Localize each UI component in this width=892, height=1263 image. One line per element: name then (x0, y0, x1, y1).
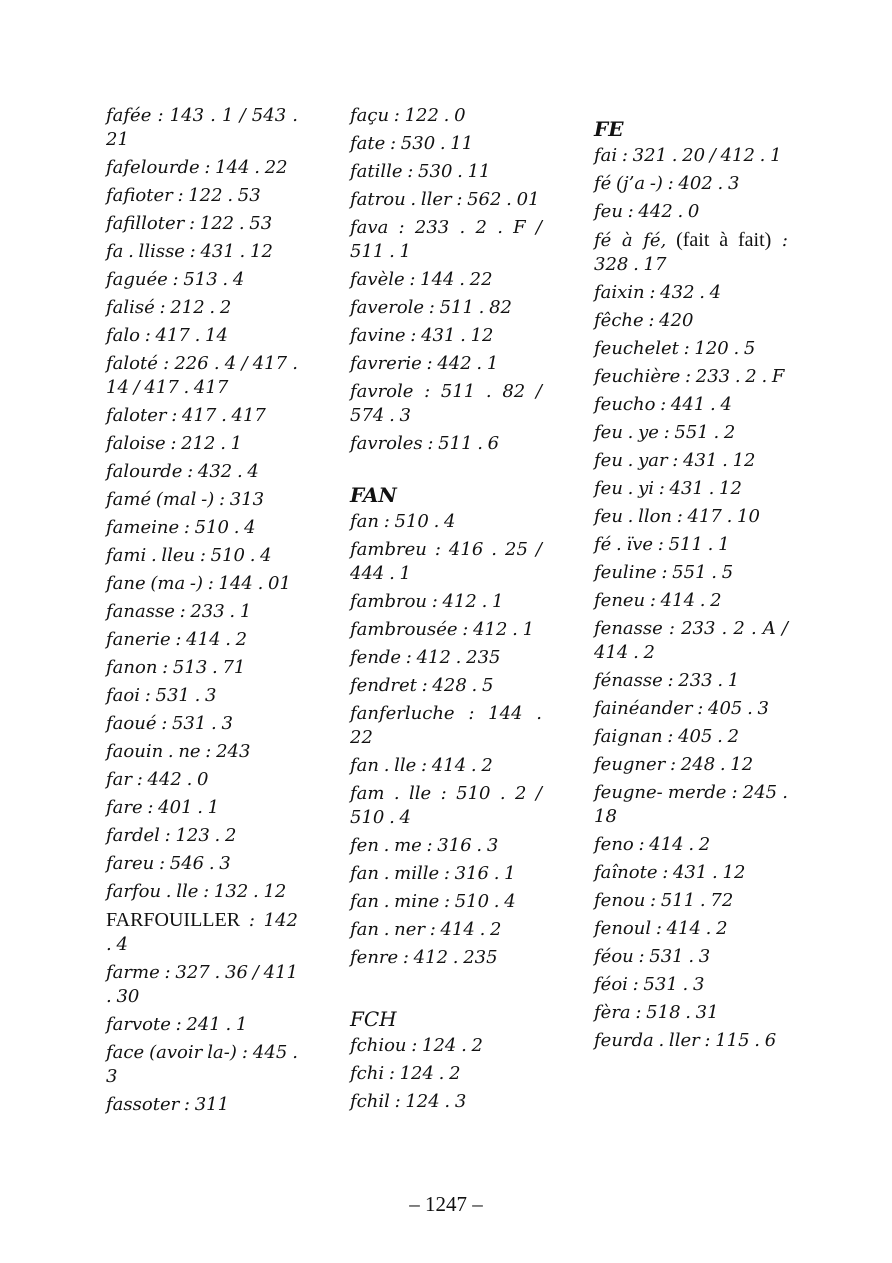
page-number: – 1247 – (409, 1192, 483, 1216)
index-entry: fèra : 518 . 31 (594, 1002, 719, 1023)
index-entry: fende : 412 . 235 (350, 647, 501, 668)
index-entry: fate : 530 . 11 (350, 133, 474, 154)
index-column-2 (350, 104, 542, 1118)
index-entry: fambrou : 412 . 1 (350, 591, 504, 612)
index-entry: féoi : 531 . 3 (594, 974, 705, 995)
index-entry: fafée : 143 . 1 / 543 . 21 (106, 105, 298, 150)
index-entry: fanon : 513 . 71 (106, 657, 246, 678)
index-entry: fenou : 511 . 72 (594, 890, 734, 911)
index-entry: fardel : 123 . 2 (106, 825, 237, 846)
index-entry: féou : 531 . 3 (594, 946, 711, 967)
index-entry (106, 908, 298, 957)
index-entry: fé . ïve : 511 . 1 (594, 534, 730, 555)
index-entry: feu . yar : 431 . 12 (594, 450, 756, 471)
index-entry: faixin : 432 . 4 (594, 282, 722, 303)
index-entry: fendret : 428 . 5 (350, 675, 494, 696)
index-entry: feugne- merde : 245 . 18 (594, 782, 788, 827)
index-entry: fénasse : 233 . 1 (594, 670, 740, 691)
index-entry: feneu : 414 . 2 (594, 590, 722, 611)
index-entry: fchi : 124 . 2 (350, 1063, 461, 1084)
index-entry: fan . mille : 316 . 1 (350, 863, 516, 884)
index-entry: fafelourde : 144 . 22 (106, 157, 288, 178)
index-entry: favèle : 144 . 22 (350, 269, 493, 290)
entry-reference: : 328 . 17 (594, 230, 788, 275)
index-entry: fafioter : 122 . 53 (106, 185, 261, 206)
index-entry: favrerie : 442 . 1 (350, 353, 499, 374)
index-entry: fanferluche : 144 . 22 (350, 703, 542, 748)
entry-headword-roman: FARFOUILLER (106, 909, 241, 931)
index-entry: farvote : 241 . 1 (106, 1014, 248, 1035)
index-entry: faoué : 531 . 3 (106, 713, 233, 734)
index-entry: feucho : 441 . 4 (594, 394, 732, 415)
index-entry: feu . ye : 551 . 2 (594, 422, 736, 443)
entry-reference: : 142 . 4 (106, 910, 298, 955)
index-entry: fam . lle : 510 . 2 / 510 . 4 (350, 783, 542, 828)
section-heading-fan: FAN (350, 483, 397, 507)
index-entry: fambreu : 416 . 25 / 444 . 1 (350, 539, 542, 584)
index-entry: faignan : 405 . 2 (594, 726, 740, 747)
index-entry: falo : 417 . 14 (106, 325, 228, 346)
index-entry: favroles : 511 . 6 (350, 433, 500, 454)
section-gap (350, 974, 542, 1006)
index-entry: faouin . ne : 243 (106, 741, 251, 762)
index-entry: feu . llon : 417 . 10 (594, 506, 760, 527)
index-entry: fameine : 510 . 4 (106, 517, 256, 538)
index-entry: faloté : 226 . 4 / 417 . 14 / 417 . 417 (106, 353, 298, 398)
index-entry: façu : 122 . 0 (350, 105, 466, 126)
index-entry: fatrou . ller : 562 . 01 (350, 189, 540, 210)
index-entry: faverole : 511 . 82 (350, 297, 512, 318)
index-entry: farfou . lle : 132 . 12 (106, 881, 287, 902)
index-entry: fan . lle : 414 . 2 (350, 755, 493, 776)
index-column-1 (106, 104, 298, 1121)
index-entry: fassoter : 311 (106, 1094, 230, 1115)
index-entry: faînote : 431 . 12 (594, 862, 746, 883)
index-entry: fan : 510 . 4 (350, 511, 456, 532)
index-entry: faloise : 212 . 1 (106, 433, 243, 454)
index-entry: favrole : 511 . 82 / 574 . 3 (350, 381, 542, 426)
index-entry: fareu : 546 . 3 (106, 853, 231, 874)
index-entry: fchiou : 124 . 2 (350, 1035, 484, 1056)
index-entry: faloter : 417 . 417 (106, 405, 266, 426)
index-entry: fchil : 124 . 3 (350, 1091, 467, 1112)
index-entry: faoi : 531 . 3 (106, 685, 217, 706)
index-entry: fan . mine : 510 . 4 (350, 891, 516, 912)
index-entry: feno : 414 . 2 (594, 834, 711, 855)
index-entry: feugner : 248 . 12 (594, 754, 754, 775)
index-entry: fanerie : 414 . 2 (106, 629, 248, 650)
index-entry: feurda . ller : 115 . 6 (594, 1030, 777, 1051)
index-entry: fambrousée : 412 . 1 (350, 619, 535, 640)
index-entry: faguée : 513 . 4 (106, 269, 245, 290)
index-entry: fanasse : 233 . 1 (106, 601, 252, 622)
index-entry: fai : 321 . 20 / 412 . 1 (594, 145, 782, 166)
index-entry: feuchelet : 120 . 5 (594, 338, 756, 359)
index-column-3 (594, 104, 788, 1057)
index-entry: falisé : 212 . 2 (106, 297, 232, 318)
index-entry: fane (ma -) : 144 . 01 (106, 573, 291, 594)
index-entry: fainéander : 405 . 3 (594, 698, 769, 719)
index-entry: falourde : 432 . 4 (106, 461, 259, 482)
index-entry: fen . me : 316 . 3 (350, 835, 499, 856)
index-entry: fenasse : 233 . 2 . A / 414 . 2 (594, 618, 788, 663)
index-entry: fêche : 420 (594, 310, 694, 331)
entry-gloss-roman: (fait à fait) (666, 229, 772, 251)
index-entry: face (avoir la-) : 445 . 3 (106, 1042, 298, 1087)
index-entry: fé (j’a -) : 402 . 3 (594, 173, 740, 194)
index-entry: fa . llisse : 431 . 12 (106, 241, 273, 262)
index-entry: farme : 327 . 36 / 411 . 30 (106, 962, 298, 1007)
index-entry: feu : 442 . 0 (594, 201, 700, 222)
index-entry: feuline : 551 . 5 (594, 562, 734, 583)
section-heading-fch: FCH (350, 1007, 397, 1031)
index-entry: fatille : 530 . 11 (350, 161, 491, 182)
index-entry: far : 442 . 0 (106, 769, 209, 790)
index-entry: fami . lleu : 510 . 4 (106, 545, 272, 566)
index-entry: fare : 401 . 1 (106, 797, 220, 818)
index-entry: feu . yi : 431 . 12 (594, 478, 742, 499)
section-gap (350, 460, 542, 482)
index-entry (594, 228, 788, 277)
entry-headword: fé à fé, (594, 230, 667, 251)
index-entry: famé (mal -) : 313 (106, 489, 265, 510)
index-entry: fenoul : 414 . 2 (594, 918, 728, 939)
index-entry: favine : 431 . 12 (350, 325, 494, 346)
index-entry: fafilloter : 122 . 53 (106, 213, 273, 234)
section-gap (594, 104, 788, 116)
index-entry: fan . ner : 414 . 2 (350, 919, 502, 940)
index-entry: fenre : 412 . 235 (350, 947, 498, 968)
section-heading-fe: FE (594, 117, 624, 141)
index-entry: feuchière : 233 . 2 . F (594, 366, 785, 387)
index-entry: fava : 233 . 2 . F / 511 . 1 (350, 217, 542, 262)
